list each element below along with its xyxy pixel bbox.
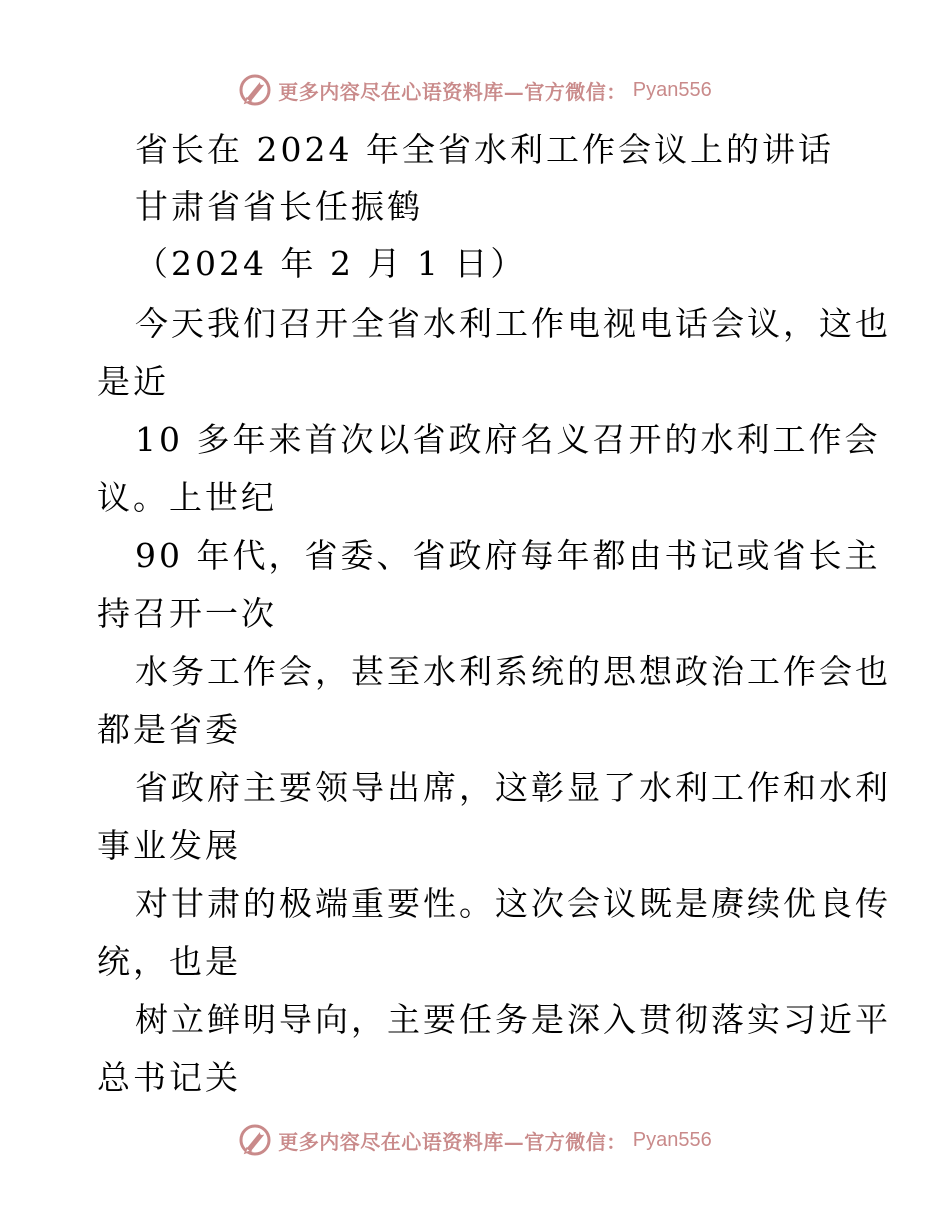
paragraph-line: 统，也是 (97, 942, 241, 981)
document-date: （2024 年 2 月 1 日） (135, 244, 527, 283)
watermark-wechat-handle: Pyan556 (632, 1128, 712, 1151)
paragraph-line: 树立鲜明导向，主要任务是深入贯彻落实习近平 (135, 1000, 891, 1039)
paragraph-line: 都是省委 (97, 710, 241, 749)
pen-logo-icon (238, 1123, 272, 1157)
paragraph-line: 10 多年来首次以省政府名义召开的水利工作会 (135, 420, 881, 459)
paragraph-line: 今天我们召开全省水利工作电视电话会议，这也 (135, 304, 891, 343)
paragraph-line: 议。上世纪 (97, 478, 277, 517)
paragraph-line: 90 年代，省委、省政府每年都由书记或省长主 (135, 536, 881, 575)
paragraph-line: 事业发展 (97, 826, 241, 865)
paragraph-line: 持召开一次 (97, 594, 277, 633)
footer-watermark-banner (0, 1122, 950, 1158)
pen-logo-icon (238, 73, 272, 107)
paragraph-line: 对甘肃的极端重要性。这次会议既是赓续优良传 (135, 884, 891, 923)
document-title: 省长在 2024 年全省水利工作会议上的讲话 (135, 130, 834, 169)
paragraph-line: 是近 (97, 362, 169, 401)
watermark-text: 更多内容尽在心语资料库—官方微信： (278, 1129, 627, 1154)
watermark-text: 更多内容尽在心语资料库—官方微信： (278, 79, 627, 104)
document-author: 甘肃省省长任振鹤 (135, 187, 423, 226)
paragraph-line: 总书记关 (97, 1058, 241, 1097)
header-watermark-banner (0, 72, 950, 108)
paragraph-line: 水务工作会，甚至水利系统的思想政治工作会也 (135, 652, 891, 691)
paragraph-line: 省政府主要领导出席，这彰显了水利工作和水利 (135, 768, 891, 807)
watermark-wechat-handle: Pyan556 (632, 78, 712, 101)
